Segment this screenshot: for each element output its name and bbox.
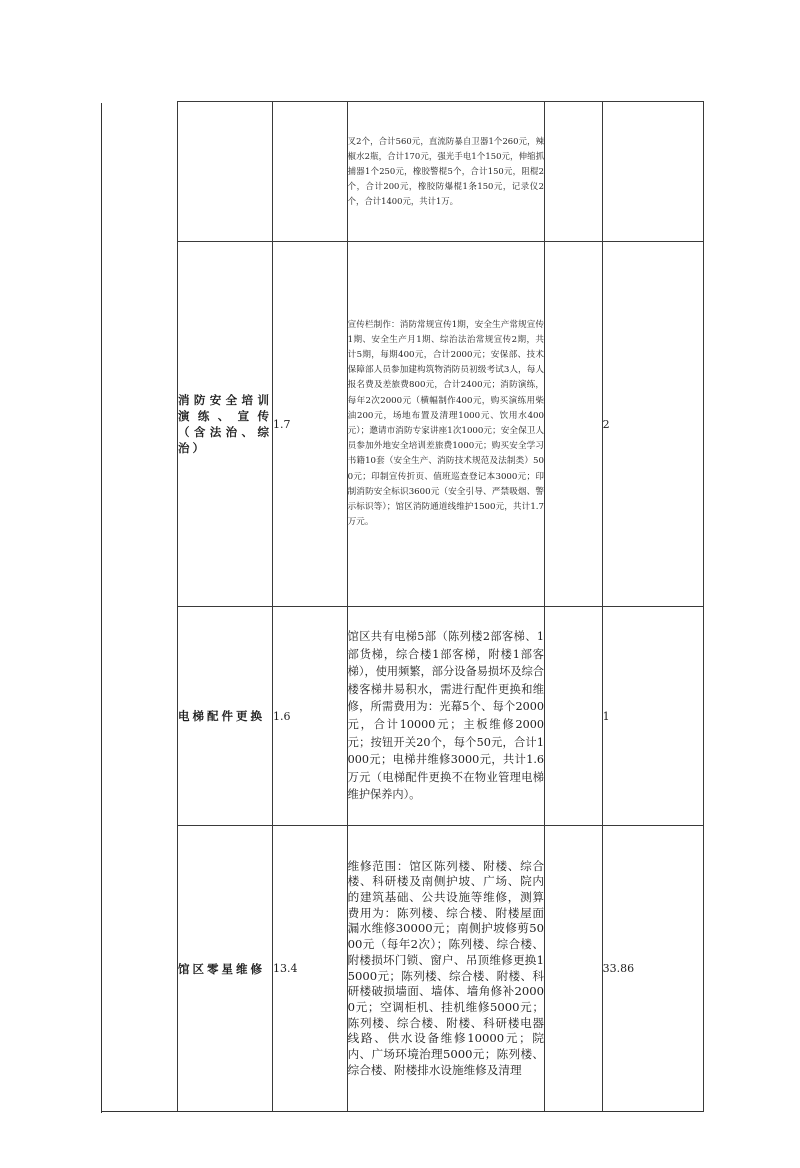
item-name-cell [178, 102, 273, 242]
amount-value: 1.7 [272, 417, 291, 431]
amount-cell [272, 826, 347, 1112]
right-value: 2 [602, 417, 610, 431]
value-cell [602, 242, 703, 607]
description-text: 叉2个，合计560元，直流防暴自卫器1个260元，辣椒水2瓶，合计170元，强光手电1个150元，伸缩抓捕器1个250元，橡胶警棍5个，合计150元，阻棍2个，合计200元，橡胶防爆棍1条150元，记录仪2个，合计1400元，共计1万。 [347, 136, 544, 206]
table-row [178, 607, 704, 826]
right-value: 33.86 [602, 962, 635, 975]
left-margin-rule [101, 103, 102, 1113]
description-cell [347, 607, 544, 826]
item-name-cell [178, 607, 273, 826]
description-text: 维修范围：馆区陈列楼、附楼、综合楼、科研楼及南侧护坡、广场、院内的建筑基础、公共设施等维修，测算费用为：陈列楼、综合楼、附楼屋面漏水维修30000元；南侧护坡修剪5000元（每年2次）；陈列楼、综合楼、附楼损坏门锁、窗户、吊顶维修更换15000元；陈列楼、综合楼、附楼、科研楼破损墙面、墙体、墙角修补20000元；空调柜机、挂机维修5000元；陈列楼、综合楼、附楼、科研楼电器线路、供水设备维修10000元；院内、广场环境治理5000元；陈列楼、综合楼、附楼排水设施维修及清理 [347, 858, 544, 1077]
item-name-cell [178, 242, 273, 607]
description-cell [347, 102, 544, 242]
table-row [178, 826, 704, 1112]
amount-cell [272, 242, 347, 607]
empty-cell [545, 607, 603, 826]
amount-cell [272, 102, 347, 242]
item-name: 消防安全培训演练、宣传（含法治、综治） [178, 393, 272, 455]
description-cell [347, 242, 544, 607]
empty-cell [545, 826, 603, 1112]
value-cell [602, 102, 703, 242]
item-name: 电梯配件更换 [178, 709, 265, 723]
right-value: 1 [602, 709, 610, 723]
bottom-rule [101, 1111, 703, 1112]
budget-table [177, 101, 704, 1112]
amount-value: 13.4 [272, 962, 298, 975]
empty-cell [545, 102, 603, 242]
item-name: 馆区零星维修 [178, 961, 265, 976]
value-cell [602, 607, 703, 826]
table-row [178, 102, 704, 242]
description-text: 宣传栏制作：消防常规宣传1期，安全生产常规宣传1期、安全生产月1期、综治法治常规宣传2期，共计5期，每期400元，合计2000元；安保部、技术保障部人员参加建构筑物消防员初级考试3人，每人报名费及差旅费800元，合计2400元；消防演练，每年2次2000元（横幅制作400元，购买演练用柴油200元，场地布置及清理1000元、饮用水400元）；邀请市消防专家讲座1次1000元；安全保卫人员参加外地安全培训差旅费1000元；购买安全学习书籍10套（安全生产、消防技术规范及法制类）500元；印制宣传折页、值班巡查登记本3000元；印制消防安全标识3600元（安全引导、严禁吸烟、警示标识等）；馆区消防通道线维护1500元，共计1.7万元。 [347, 319, 544, 528]
amount-value: 1.6 [272, 709, 291, 723]
description-text: 馆区共有电梯5部（陈列楼2部客梯、1部货梯，综合楼1部客梯，附楼1部客梯），使用频繁，部分设备易损坏及综合楼客梯井易积水，需进行配件更换和维修，所需费用为：光幕5个、每个2000元，合计10000元；主板维修2000元；按钮开关20个，每个50元，合计1000元；电梯井维修3000元，共计1.6万元（电梯配件更换不在物业管理电梯维护保养内）。 [347, 630, 544, 802]
value-cell [602, 826, 703, 1112]
item-name-cell [178, 826, 273, 1112]
table-row [178, 242, 704, 607]
description-cell [347, 826, 544, 1112]
empty-cell [545, 242, 603, 607]
amount-cell [272, 607, 347, 826]
